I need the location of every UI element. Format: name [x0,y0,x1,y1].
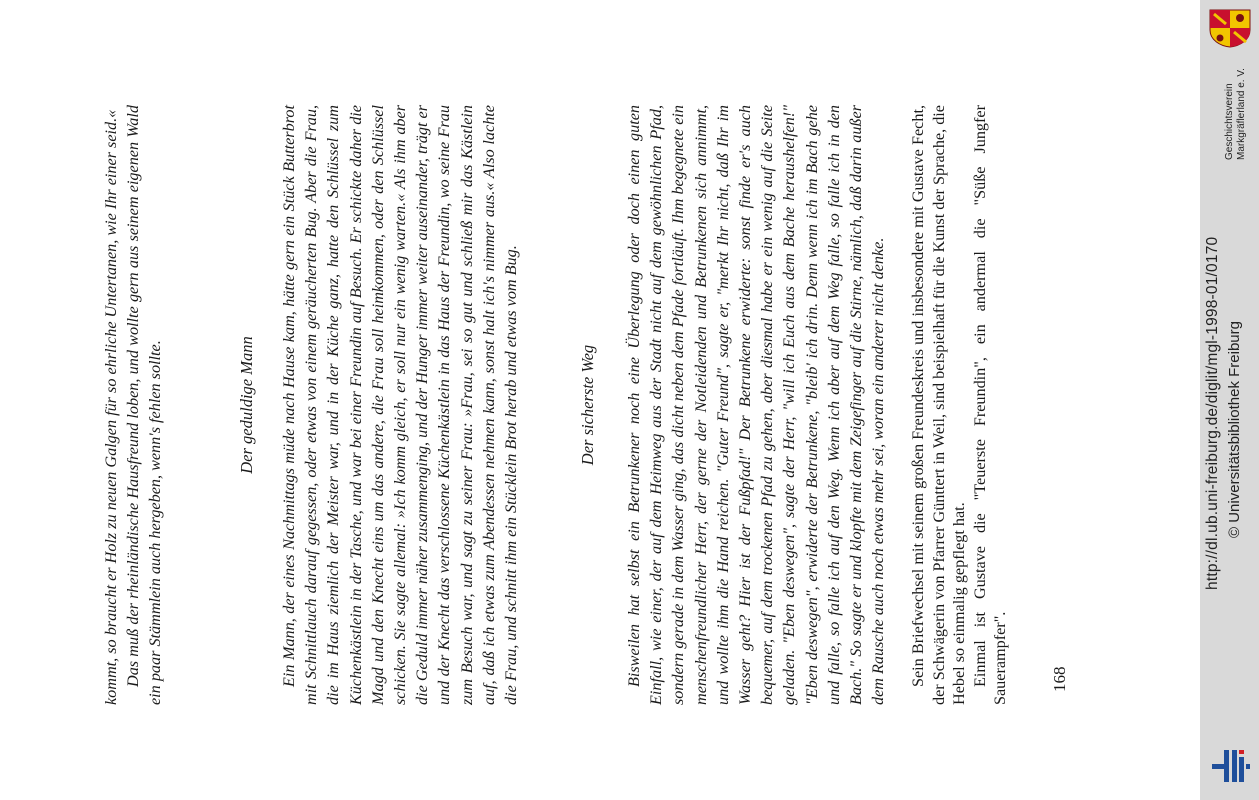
copyright-notice: © Universitätsbibliothek Freiburg [1226,321,1243,538]
paragraph-5: Sein Briefwechsel mit seinem großen Freundeskreis und insbesondere mit Gustave Fecht, der Schwägerin von Pfarrer Günttert in Weil, sind beispielhaft für die Kunst der Sprache, die Hebel so einmalig gepflegt hat. [909,105,968,705]
society-name [1224,68,1248,160]
story-der-geduldige-mann [278,105,522,705]
page-number: 168 [1050,666,1069,692]
paragraph-2: Das muß der rheinländische Hausfreund loben, und wollte gern aus seinem eigenen Wald ein paar Stämmlein auch hergeben, wenn's fehlen sollte. [124,105,165,705]
coat-of-arms-icon [1206,8,1254,48]
paragraph-6: Einmal ist Gustave die "Teuerste Freundin", ein andermal die "Süße Jungfer Sauerampfer". [970,105,1009,705]
ub-freiburg-logo-icon [1208,748,1252,784]
source-url-link[interactable]: http://dl.ub.uni-freiburg.de/diglit/mgl-1998-01/0170 [1204,236,1221,590]
paragraph-1: kommt, so braucht er Holz zu neuen Galgen für so ehrliche Untertanen, wie Ihr einer seid.« [102,109,120,705]
paragraph-4: Bisweilen hat selbst ein Betrunkener noch eine Überlegung oder doch einen guten Einfall, wie einer, der auf dem Heimweg aus der Stadt nicht auf dem gewöhnlichen Pfad, sondern gerade in dem Wasser ging, das dicht neben dem Pfade fortläuft. Ihm begegnete ein menschenfreundlicher Herr, der gerne der Notleidenden und Betrunkenen sich annimmt, und wollte ihm die Hand reichen. "Guter Freund", sagte er, "merkt Ihr nicht, daß Ihr im Wasser geht? Hier ist der Fußpfad!" Der Betrunkene erwiderte: sonst finde er's auch bequemer, auf dem trockenen Pfad zu gehen, aber diesmal habe er ein wenig auf die Seite geladen. "Eben deswegen", sagte der Herr, "will ich Euch aus dem Bache heraushelfen!" "Eben deswegen", erwiderte der Betrunkene, "bleib' ich drin. Denn wenn ich im Bach gehe und falle, so falle ich auf den Weg. Wenn ich aber auf dem Weg falle, so falle ich in den Bach." So sagte er und klopfte mit dem Zeigefinger auf die Stirne, nämlich, daß darin außer dem Rausche auch noch etwas mehr sei, woran ein anderer nicht denke. [625,105,888,705]
society-line-2: Markgräflerland e. V. [1236,68,1247,160]
society-line-1: Geschichtsverein [1224,83,1235,160]
paragraph-3: Ein Mann, der eines Nachmittags müde nach Hause kam, hätte gern ein Stück Butterbrot mit Schnittlauch darauf gegessen, oder etwas von einem geräucherten Bug. Aber die Frau, die im Haus ziemlich der Meister war, und in der Küche ganz, hatte den Schlüssel zum Küchenkästlein in der Tasche, und war bei einer Freundin auf Besuch. Er schickte daher die Magd und den Knecht eins um das andere, die Frau soll heimkommen, oder den Schlüssel schicken. Sie sagte allemal: »Ich komm gleich, er soll nur ein wenig warten.« Als ihm aber die Geduld immer näher zusammenging, und der Hunger immer weiter auseinander, trägt er und der Knecht das verschlossene Küchenkästlein in das Haus der Freundin, wo seine Frau zum Besuch war, und sagt zu seiner Frau: »Frau, sei so gut und schließ mir das Kästlein auf, daß ich etwas zum Abendessen nehmen kann, sonst halt ich's nimmer aus.« Also lachte die Frau, und schnitt ihm ein Stücklein Brot herab und etwas vom Bug. [280,105,521,705]
paragraph-continuation [100,105,167,705]
sidebar-rotated-text [1200,0,1259,800]
story-der-sicherste-weg [623,105,889,705]
sidebar-panel [1200,0,1259,800]
heading-der-sicherste-weg: Der sicherste Weg [578,344,597,466]
heading-der-geduldige-mann: Der geduldige Mann [237,336,256,474]
commentary [908,105,1011,705]
